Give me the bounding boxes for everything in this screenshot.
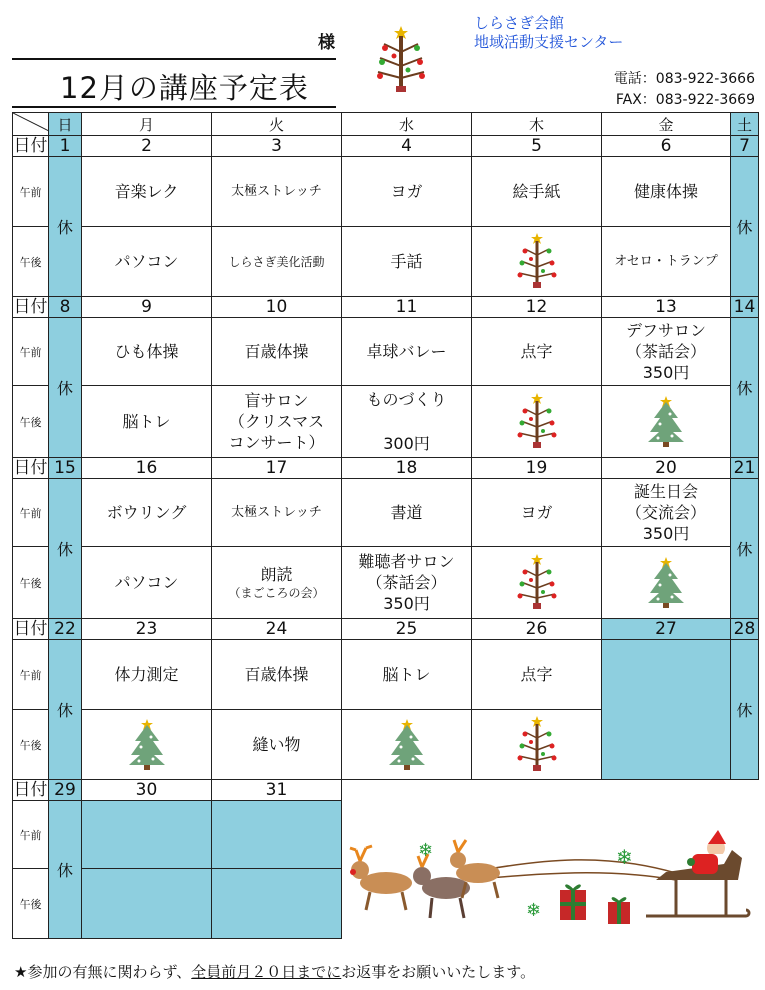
footer-text: ★参加の有無に関わらず、 [14,963,192,981]
date-cell: 28 [731,619,759,640]
date-cell: 22 [49,619,82,640]
date-cell: 21 [731,458,759,479]
snowflake-icon: ❄ [418,840,434,861]
organization-name [474,14,623,52]
closed-tue-pm [212,869,342,939]
gift-icon [608,898,630,924]
date-cell: 7 [731,136,759,157]
date-cell: 1 [49,136,82,157]
date-cell: 4 [342,136,472,157]
date-cell: 31 [212,780,342,801]
class-note: コンサート） [228,433,325,452]
date-row [13,297,759,318]
date-cell: 11 [342,297,472,318]
am-label: 午前 [13,318,49,386]
class-cell: 絵手紙 [472,157,602,227]
closed-mon-am [82,801,212,869]
fax-number: FAX：083-922-3669 [615,92,755,108]
class-name: ものづくり [366,389,447,409]
date-row [13,780,759,801]
closed-sun: 休 [49,479,82,619]
class-cell: 点字 [472,318,602,386]
am-label: 午前 [13,640,49,710]
date-label: 日付 [13,780,48,800]
class-cell: ひも体操 [82,318,212,386]
weekday-tue: 火 [212,113,342,136]
am-row [13,479,759,547]
ornament-tree-cell [472,227,602,297]
date-cell: 9 [82,297,212,318]
date-cell: 16 [82,458,212,479]
class-cell: 脳トレ [82,386,212,458]
christmas-tree-cell [602,547,731,619]
pm-label: 午後 [13,227,49,297]
class-cell: オセロ・トランプ [602,227,731,297]
pm-label: 午後 [13,547,49,619]
footer-deadline: 全員前月２０日までに [191,963,342,981]
class-fee: 300円 [383,433,430,453]
date-cell: 29 [49,780,82,801]
class-fee: 350円 [383,594,430,613]
weekday-header-row [13,113,759,136]
closed-sat: 休 [731,157,759,297]
date-cell: 30 [82,780,212,801]
class-fee: 350円 [642,363,690,382]
closed-mon-pm [82,869,212,939]
am-row [13,157,759,227]
date-row [13,619,759,640]
christmas-tree-cell [602,386,731,458]
class-name: 朗読 [260,564,293,584]
class-cell [602,318,731,386]
diagonal-line [13,113,49,131]
class-cell: 手話 [342,227,472,297]
date-cell: 2 [82,136,212,157]
class-note: （交流会） [625,503,706,522]
pm-row [13,547,759,619]
class-cell: 百歳体操 [212,318,342,386]
recipient-suffix: 様 [318,33,335,53]
class-cell: ヨガ [342,157,472,227]
date-cell: 27 [602,619,731,640]
class-cell: 点字 [472,640,602,710]
ornament-tree-cell [472,710,602,780]
class-cell: 百歳体操 [212,640,342,710]
class-cell: 健康体操 [602,157,731,227]
ornament-tree-icon [370,22,432,94]
date-label: 日付 [13,619,48,639]
class-cell: 縫い物 [212,710,342,780]
snowflake-icon: ❄ [616,845,633,869]
date-cell: 13 [602,297,731,318]
date-label: 日付 [13,458,48,478]
weekday-wed: 水 [342,113,472,136]
christmas-tree-icon [646,433,686,452]
date-cell: 26 [472,619,602,640]
date-cell: 10 [212,297,342,318]
class-cell: 脳トレ [342,640,472,710]
footer-text-end: お返事をお願いいたします。 [341,963,536,981]
am-row [13,640,759,710]
date-cell: 20 [602,458,731,479]
class-cell: パソコン [82,547,212,619]
class-cell: 卓球バレー [342,318,472,386]
pm-label: 午後 [13,386,49,458]
christmas-tree-icon [127,756,167,775]
org-name-line2: 地域活動支援センター [474,33,624,51]
class-name: 難聴者サロン [358,552,455,571]
ornament-tree-icon [515,757,559,776]
closed-sat: 休 [731,640,759,780]
date-cell: 24 [212,619,342,640]
class-cell [342,547,472,619]
name-line [12,58,336,60]
christmas-tree-cell [342,710,472,780]
date-cell: 25 [342,619,472,640]
class-name: 盲サロン [244,391,309,410]
footer-note [14,961,535,982]
class-name: デフサロン [625,321,706,340]
class-cell: 書道 [342,479,472,547]
closed-sat: 休 [731,318,759,458]
date-cell: 17 [212,458,342,479]
ornament-tree-icon [515,274,559,293]
class-cell [212,386,342,458]
class-cell: 太極ストレッチ [212,157,342,227]
date-row [13,136,759,157]
closed-tue-am [212,801,342,869]
christmas-tree-icon [387,756,427,775]
christmas-tree-icon [646,594,686,613]
date-cell: 6 [602,136,731,157]
date-label: 日付 [13,136,48,156]
contact-info [614,69,755,111]
closed-sun: 休 [49,640,82,780]
date-cell: 18 [342,458,472,479]
class-cell: ヨガ [472,479,602,547]
class-cell [602,479,731,547]
date-cell: 8 [49,297,82,318]
date-cell: 5 [472,136,602,157]
class-cell: ボウリング [82,479,212,547]
date-row [13,458,759,479]
org-name-line1: しらさぎ会館 [474,14,565,32]
date-cell: 23 [82,619,212,640]
gift-icon [560,885,586,920]
class-note: （クリスマス [228,412,325,431]
ornament-tree-cell [472,547,602,619]
am-label: 午前 [13,157,49,227]
pm-row [13,227,759,297]
closed-sun: 休 [49,157,82,297]
am-label: 午前 [13,801,49,869]
reindeer-icon [350,846,412,910]
snowflake-icon: ❄ [526,900,542,921]
weekday-fri: 金 [602,113,731,136]
santa-sleigh-illustration [346,828,751,928]
ornament-tree-cell [472,386,602,458]
corner-cell [13,113,49,136]
class-cell: パソコン [82,227,212,297]
pm-row [13,386,759,458]
santa-icon [646,830,749,916]
weekday-mon: 月 [82,113,212,136]
date-cell: 12 [472,297,602,318]
date-cell: 14 [731,297,759,318]
class-cell: 体力測定 [82,640,212,710]
class-note: （まごころの会） [228,585,325,600]
class-cell: 太極ストレッチ [212,479,342,547]
class-cell: しらさぎ美化活動 [212,227,342,297]
ornament-tree-icon [515,595,559,614]
schedule-table [12,112,759,939]
title-underline [12,106,336,108]
christmas-tree-cell [82,710,212,780]
weekday-sat: 土 [731,113,759,136]
date-cell: 19 [472,458,602,479]
class-fee: 350円 [642,524,690,543]
closed-sun: 休 [49,318,82,458]
class-cell [212,547,342,619]
phone-number: 電話：083-922-3666 [613,71,755,87]
closed-sat: 休 [731,479,759,619]
pm-label: 午後 [13,869,49,939]
weekday-sun: 日 [49,113,82,136]
date-cell: 15 [49,458,82,479]
date-cell: 3 [212,136,342,157]
closed-fri [602,640,731,780]
class-note: （茶話会） [366,573,447,592]
class-cell [342,386,472,458]
date-label: 日付 [13,297,48,317]
am-label: 午前 [13,479,49,547]
ornament-tree-icon [515,434,559,453]
closed-sun: 休 [49,801,82,939]
class-name: 誕生日会 [633,482,698,501]
weekday-thu: 木 [472,113,602,136]
page-title: 12月の講座予定表 [60,71,309,105]
class-cell: 音楽レク [82,157,212,227]
pm-label: 午後 [13,710,49,780]
class-note: （茶話会） [625,342,706,361]
am-row [13,318,759,386]
